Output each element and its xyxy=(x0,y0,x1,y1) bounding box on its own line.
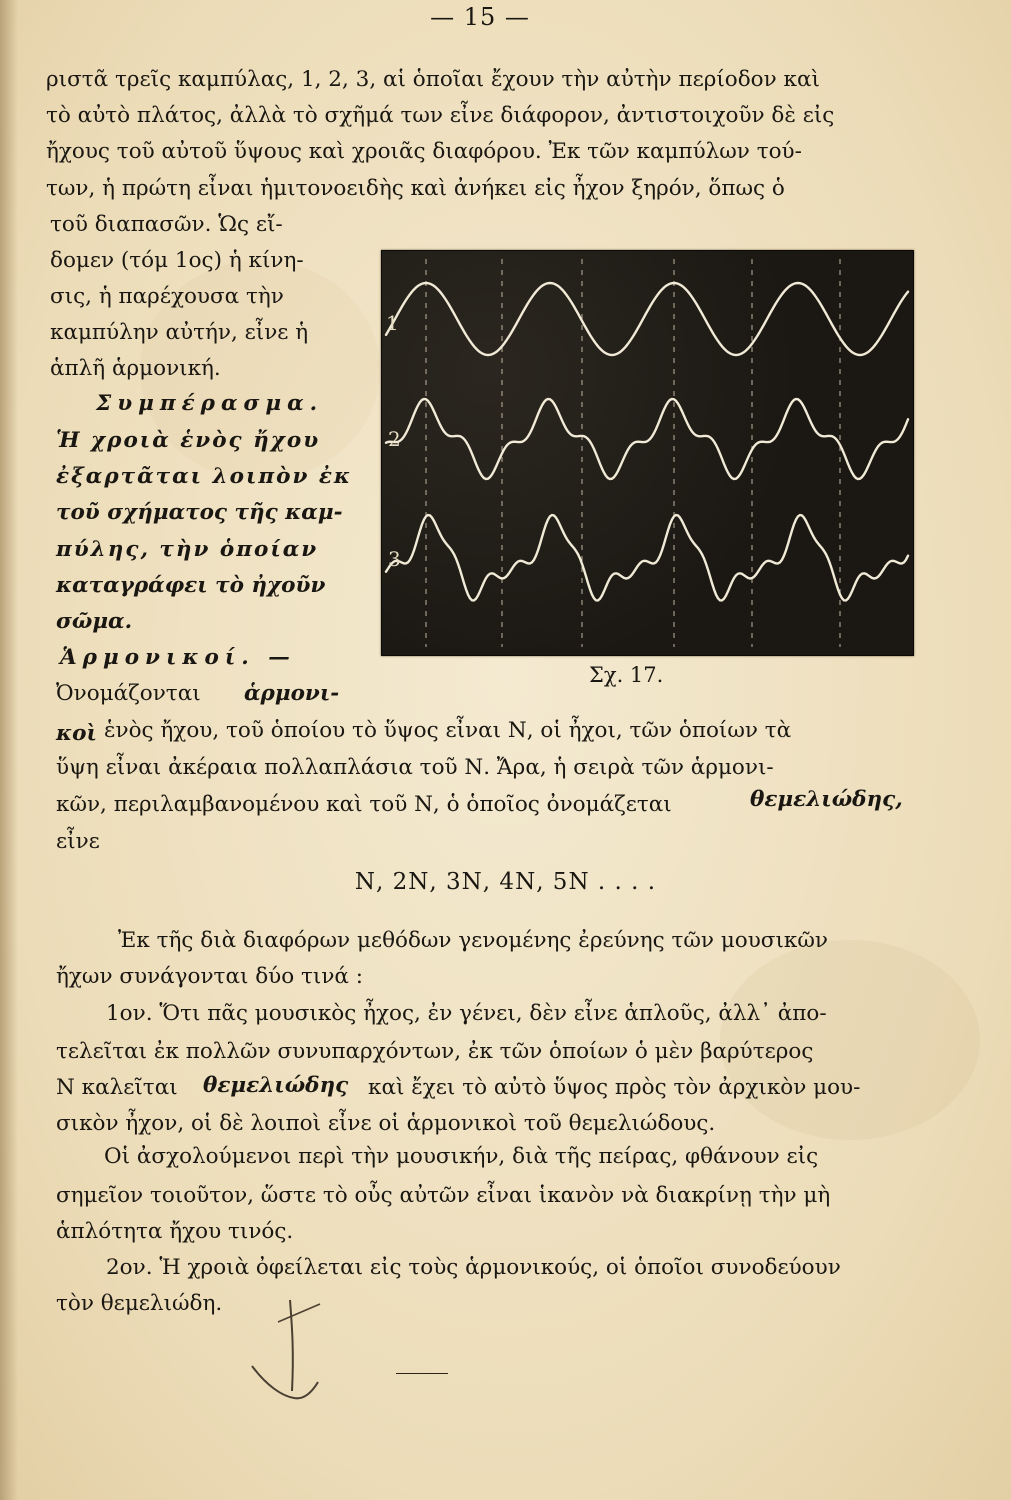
curve-1-sine xyxy=(386,283,908,355)
text-line: εἶνε xyxy=(56,829,100,854)
curve-3-complex xyxy=(386,515,908,600)
term-fundamental: θεμελιώδης xyxy=(203,1073,349,1098)
text-line: κῶν, περιλαμβανομένου καὶ τοῦ Ν, ὁ ὁποῖος ὀνομάζεται xyxy=(56,792,672,817)
text-line: καὶ ἔχει τὸ αὐτὸ ὕψος πρὸς τὸν ἀρχικὸν μου- xyxy=(368,1075,861,1100)
text-line: τὸ αὐτὸ πλάτος, ἀλλὰ τὸ σχῆμά των εἶνε διάφορον, ἀντιστοιχοῦν δὲ εἰς xyxy=(46,103,835,128)
harmonic-series-formula: Ν, 2Ν, 3Ν, 4Ν, 5Ν . . . . xyxy=(354,869,657,895)
text-line: τὸν θεμελιώδη. xyxy=(56,1291,223,1316)
divider-rule xyxy=(396,1373,448,1374)
pencil-signature xyxy=(232,1296,342,1406)
conclusion-line: πύλης, τὴν ὁποίαν xyxy=(56,537,319,562)
conclusion-line: ἐξαρτᾶται λοιπὸν ἐκ xyxy=(56,464,353,489)
curve-label: 3 xyxy=(388,547,401,571)
page-number: — 15 — xyxy=(430,3,530,31)
waveform-plot xyxy=(382,251,913,655)
page-edge-shadow xyxy=(0,0,18,1500)
conclusion-line: σῶμα. xyxy=(56,609,133,634)
conclusion-heading: Συμπέρασμα. xyxy=(96,391,324,416)
text-line: ἁπλῆ ἁρμονική. xyxy=(50,356,221,381)
text-line: τοῦ διαπασῶν. Ὡς εἴ- xyxy=(50,212,283,237)
harmonics-heading: Ἁρμονικοί. — xyxy=(60,645,296,670)
text-line: ἁπλότητα ἤχου τινός. xyxy=(56,1219,294,1244)
conclusion-line: τοῦ σχήματος τῆς καμ- xyxy=(56,500,343,525)
text-line: 1ον. Ὅτι πᾶς μουσικὸς ἦχος, ἐν γένει, δὲν εἶνε ἁπλοῦς, ἀλλ᾽ ἀπο- xyxy=(106,1001,827,1026)
text-line: ἤχους τοῦ αὐτοῦ ὕψους καὶ χροιᾶς διαφόρου. Ἐκ τῶν καμπύλων τού- xyxy=(46,139,802,164)
term-harmonic: κοὶ xyxy=(56,721,97,746)
text-line: καμπύλην αὐτήν, εἶνε ἡ xyxy=(50,320,309,345)
conclusion-line: καταγράφει τὸ ἠχοῦν xyxy=(56,573,326,598)
curve-label: 2 xyxy=(388,427,401,451)
curve-label: 1 xyxy=(386,311,399,335)
conclusion-line: Ἡ χροιὰ ἑνὸς ἤχου xyxy=(56,428,321,453)
text-line: ἤχων συνάγονται δύο τινά : xyxy=(56,964,364,989)
text-line: των, ἡ πρώτη εἶναι ἡμιτονοειδὴς καὶ ἀνήκει εἰς ἦχον ξηρόν, ὅπως ὁ xyxy=(46,176,785,201)
text-line: σις, ἡ παρέχουσα τὴν xyxy=(50,284,284,309)
text-line: σημεῖον τοιοῦτον, ὥστε τὸ οὖς αὐτῶν εἶναι ἱκανὸν νὰ διακρίνῃ τὴν μὴ xyxy=(56,1183,831,1208)
waveform-figure xyxy=(381,250,914,656)
text-line: σικὸν ἦχον, οἱ δὲ λοιποὶ εἶνε οἱ ἁρμονικοὶ τοῦ θεμελιώδους. xyxy=(56,1111,716,1136)
text-line: Ν καλεῖται xyxy=(56,1075,178,1100)
text-line: Ὀνομάζονται xyxy=(56,681,201,706)
term-fundamental: θεμελιώδης, xyxy=(750,787,903,812)
text-line: ὕψη εἶναι ἀκέραια πολλαπλάσια τοῦ Ν. Ἄρα, ἡ σειρὰ τῶν ἁρμονι- xyxy=(56,755,774,780)
text-line: ριστᾶ τρεῖς καμπύλας, 1, 2, 3, αἱ ὁποῖαι ἔχουν τὴν αὐτὴν περίοδον καὶ xyxy=(46,67,820,92)
text-line: δομεν (τόμ 1ος) ἡ κίνη- xyxy=(50,248,304,273)
curve-2-complex xyxy=(386,399,908,479)
figure-caption: Σχ. 17. xyxy=(589,663,664,687)
text-line: ἑνὸς ἤχου, τοῦ ὁποίου τὸ ὕψος εἶναι Ν, οἱ ἦχοι, τῶν ὁποίων τὰ xyxy=(104,718,792,743)
text-line: Ἐκ τῆς διὰ διαφόρων μεθόδων γενομένης ἐρεύνης τῶν μουσικῶν xyxy=(118,928,828,953)
term-harmonic: ἁρμονι- xyxy=(244,681,340,706)
text-line: Οἱ ἀσχολούμενοι περὶ τὴν μουσικήν, διὰ τῆς πείρας, φθάνουν εἰς xyxy=(104,1144,819,1169)
text-line: τελεῖται ἐκ πολλῶν συνυπαρχόντων, ἐκ τῶν ὁποίων ὁ μὲν βαρύτερος xyxy=(56,1039,814,1064)
text-line: 2ον. Ἡ χροιὰ ὀφείλεται εἰς τοὺς ἁρμονικούς, οἱ ὁποῖοι συνοδεύουν xyxy=(106,1255,841,1280)
